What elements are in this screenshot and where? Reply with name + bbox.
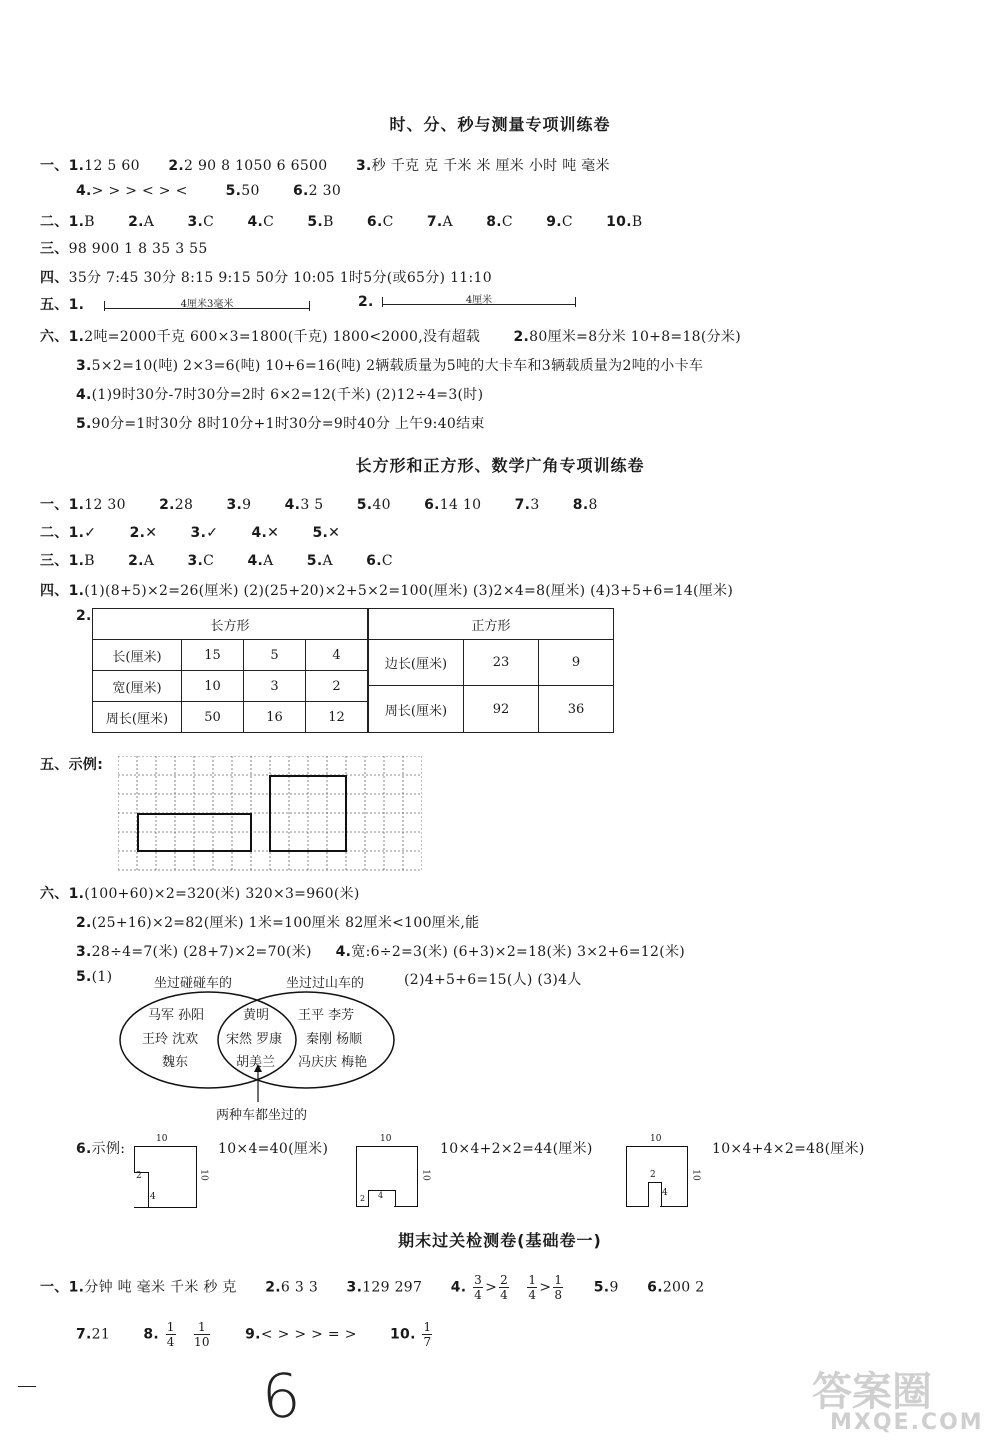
- table-cell: 4: [306, 640, 368, 671]
- answer-text: C: [561, 214, 573, 230]
- venn-left-row: 王玲 沈欢: [142, 1032, 199, 1047]
- answer-text: 200 2: [662, 1279, 705, 1296]
- question-number: 六、1.: [40, 329, 85, 345]
- answer-line: [76, 183, 341, 199]
- row-label: 宽(厘米): [93, 671, 182, 702]
- fraction: $\frac{1}{8}$: [554, 1273, 563, 1302]
- question-number: 2.: [128, 553, 144, 569]
- answer-line: [40, 238, 208, 258]
- question-number: 6.: [366, 553, 382, 569]
- answer-line: [76, 969, 112, 985]
- answer-line: [40, 326, 741, 346]
- question-number: 4.: [76, 183, 92, 199]
- answer-text: C: [382, 214, 394, 230]
- answer-text: C: [501, 214, 513, 230]
- answer-text: 28÷4=7(米) (28+7)×2=70(米): [91, 944, 312, 960]
- answer-text: B: [84, 214, 95, 230]
- table-cell: 9: [539, 640, 614, 686]
- table-cell: 2: [306, 671, 368, 702]
- answer-text: (1)(8+5)×2=26(厘米) (2)(25+20)×2+5×2=100(厘米) (3)2×4=8(厘米) (4)3+5+6=14(厘米): [84, 583, 734, 599]
- answer-line: [40, 580, 733, 600]
- dim-label-4: 4: [150, 1192, 156, 1202]
- table-cell: 16: [244, 702, 306, 733]
- dim-label-2: 2: [650, 1170, 656, 1180]
- question-number: 2.: [159, 497, 175, 513]
- question-number: 7.: [514, 497, 531, 513]
- answer-text: ✕: [145, 525, 158, 541]
- question-number: 2.: [265, 1279, 281, 1296]
- answer-text: (1): [91, 969, 113, 985]
- answer-text: C: [203, 553, 215, 569]
- venn-left-row: 魏东: [162, 1055, 189, 1070]
- line-segment-4cm: [382, 297, 576, 307]
- answer-line: [76, 384, 483, 404]
- question-number: 四、: [40, 270, 69, 286]
- watermark-text: 答案圈: [812, 1369, 932, 1415]
- row-label: 周长(厘米): [93, 702, 182, 733]
- answer-line: [76, 1320, 434, 1349]
- answer-text: 40: [372, 497, 391, 513]
- answer-text: 98 900 1 8 35 3 55: [68, 241, 208, 257]
- answer-text: ✓: [84, 525, 97, 541]
- question-number: 5.: [76, 969, 92, 985]
- answer-text: 12 5 60: [84, 158, 140, 174]
- answer-text: > > > < > <: [91, 183, 188, 199]
- venn-bottom-label: 两种车都坐过的: [216, 1108, 308, 1123]
- answer-text: 90分=1时30分 8时10分+1时30分=9时40分 上午9:40结束: [91, 416, 485, 432]
- answer-text: B: [84, 553, 95, 569]
- answer-text: 8: [588, 497, 598, 513]
- shape-example-1: [128, 1134, 208, 1214]
- answer-text: 50: [241, 183, 260, 199]
- question-number: 3.: [187, 553, 204, 569]
- answer-text: A: [143, 214, 155, 230]
- dim-label-10: 10: [420, 1169, 431, 1181]
- answer-line: [40, 522, 340, 542]
- question-number: 三、1.: [40, 553, 85, 569]
- question-number: 10.: [390, 1326, 416, 1343]
- answer-text: (1)9时30分-7时30分=2时 6×2=12(千米) (2)12÷4=3(时): [91, 387, 484, 403]
- answer-text: 3: [530, 497, 540, 513]
- question-number: 六、1.: [40, 886, 85, 902]
- answer-text: 秒 千克 克 千米 米 厘米 小时 吨 毫米: [371, 158, 610, 174]
- table-cell: 50: [182, 702, 244, 733]
- dim-label-2: 2: [360, 1194, 366, 1203]
- segment-label: 4厘米3毫米: [180, 299, 234, 310]
- venn-right-title: 坐过过山车的: [286, 976, 365, 991]
- question-number: 6.: [647, 1279, 663, 1296]
- section-title-final: 期末过关检测卷(基础卷一): [398, 1231, 602, 1250]
- fraction: $\frac{1}{4}$: [166, 1320, 175, 1349]
- fraction: $\frac{1}{4}$: [528, 1273, 537, 1302]
- question-number: 8.: [486, 214, 502, 230]
- answer-text: 14 10: [439, 497, 482, 513]
- answer-text: 示例:: [91, 1141, 126, 1157]
- question-number: 4.: [335, 944, 352, 960]
- watermark-url: MXQE.COM: [830, 1410, 984, 1435]
- answer-text: 12 30: [84, 497, 126, 513]
- dim-label-4: 4: [662, 1188, 668, 1198]
- rectangle-header: 长方形: [93, 609, 368, 640]
- answer-text: (25+16)×2=82(厘米) 1米=100厘米 82厘米<100厘米,能: [91, 915, 480, 931]
- line-segment-43mm: [104, 301, 310, 311]
- question-number: 9.: [245, 1326, 261, 1343]
- dim-label-10: 10: [380, 1134, 392, 1144]
- question-number: 4.: [284, 497, 301, 513]
- drawn-rectangle: [138, 814, 251, 851]
- dim-label-10: 10: [650, 1134, 662, 1144]
- question-number: 4.: [247, 553, 264, 569]
- answer-text: (2)4+5+6=15(人) (3)4人: [404, 972, 582, 988]
- answer-line: [76, 413, 485, 433]
- question-number: 五、1.: [40, 297, 85, 313]
- answer-text: A: [143, 553, 155, 569]
- answer-text: 9: [609, 1279, 619, 1296]
- handwritten-page-number: 6: [259, 1360, 303, 1434]
- answer-text: B: [631, 214, 643, 230]
- question-number: 3.: [226, 497, 243, 513]
- dim-label-4: 4: [378, 1191, 384, 1200]
- table-cell: 15: [182, 640, 244, 671]
- answer-text: C: [263, 214, 275, 230]
- margin-mark: [18, 1386, 36, 1387]
- question-number: 8.: [143, 1326, 160, 1343]
- venn-left-title: 坐过碰碰车的: [154, 976, 233, 991]
- question-number: 2.: [128, 214, 144, 230]
- question-number: 3.: [355, 158, 372, 174]
- answer-line: [40, 883, 360, 903]
- question-number: 5.: [356, 497, 373, 513]
- square-table: [368, 608, 614, 733]
- question-number: 3.: [190, 525, 207, 541]
- answer-text: 129 297: [362, 1279, 423, 1296]
- answer-text: C: [381, 553, 393, 569]
- answer-text: < > > > = >: [260, 1326, 357, 1343]
- answer-text: 5×2=10(吨) 2×3=6(吨) 10+6=16(吨) 2辆载质量为5吨的大卡车和3辆载质量为2吨的小卡车: [91, 358, 704, 374]
- row-label: 长(厘米): [93, 640, 182, 671]
- question-number: 2.: [513, 329, 530, 345]
- venn-right-row: 王平 李芳: [298, 1008, 355, 1023]
- question-number: 5.: [307, 214, 324, 230]
- question-number: 2.: [358, 294, 374, 310]
- question-number: 3.: [76, 944, 92, 960]
- answer-text: 80厘米=8分米 10+8=18(分米): [529, 329, 741, 345]
- formula-3: 10×4+4×2=48(厘米): [712, 1141, 865, 1157]
- table-cell: 36: [539, 686, 614, 733]
- answer-line: [40, 267, 492, 287]
- answer-line: [40, 494, 598, 514]
- answer-text: 分钟 吨 毫米 千米 秒 克: [84, 1279, 237, 1296]
- table-cell: 92: [464, 686, 539, 733]
- question-number: 四、1.: [40, 583, 85, 599]
- question-number: 5.: [306, 553, 323, 569]
- venn-right-row: 冯庆庆 梅艳: [298, 1055, 368, 1070]
- dim-label-2: 2: [136, 1171, 142, 1181]
- question-number: 3.: [187, 214, 204, 230]
- question-number: 2.: [76, 608, 92, 624]
- answer-line: [40, 211, 642, 231]
- answer-text: 6 3 3: [280, 1279, 319, 1296]
- row-label: 边长(厘米): [369, 640, 464, 686]
- section-title-rectangle: 长方形和正方形、数学广角专项训练卷: [355, 456, 645, 475]
- question-number: 一、1.: [40, 158, 85, 174]
- question-number: 一、1.: [40, 1279, 85, 1296]
- answer-text: 9: [242, 497, 252, 513]
- fraction: $\frac{2}{4}$: [500, 1273, 509, 1302]
- answer-text: ✕: [267, 525, 280, 541]
- venn-mid-row: 宋然 罗康: [226, 1032, 283, 1047]
- answer-text: 21: [91, 1326, 111, 1343]
- question-number: 4.: [450, 1279, 467, 1296]
- table-cell: 23: [464, 640, 539, 686]
- question-number: 3.: [346, 1279, 363, 1296]
- answer-text: 宽:6÷2=3(米) (6+3)×2=18(米) 3×2+6=12(米): [351, 944, 686, 960]
- question-number: 10.: [606, 214, 632, 230]
- answer-line: [76, 912, 479, 932]
- answer-text: C: [203, 214, 215, 230]
- question-number: 5.: [312, 525, 329, 541]
- question-number: 6.: [76, 1141, 92, 1157]
- answer-text: (100+60)×2=320(米) 320×3=960(米): [84, 886, 360, 902]
- question-number: 7.: [426, 214, 443, 230]
- answer-text: 3 5: [300, 497, 324, 513]
- answer-line: [40, 155, 610, 175]
- question-number: 5.: [76, 416, 92, 432]
- answer-text: ✕: [328, 525, 341, 541]
- answer-text: A: [442, 214, 453, 230]
- answer-text: A: [263, 553, 274, 569]
- question-number: 一、1.: [40, 497, 85, 513]
- formula-1: 10×4=40(厘米): [218, 1141, 329, 1157]
- venn-mid-row: 胡美兰: [236, 1055, 276, 1070]
- answer-text: 2吨=2000千克 600×3=1800(千克) 1800<2000,没有超载: [84, 329, 481, 345]
- table-cell: 3: [244, 671, 306, 702]
- rectangle-table: [92, 608, 368, 733]
- answer-text: 2 90 8 1050 6 6500: [184, 158, 328, 174]
- dim-label-10: 10: [198, 1169, 209, 1181]
- table-cell: 12: [306, 702, 368, 733]
- venn-right-row: 秦刚 杨顺: [306, 1032, 363, 1047]
- answer-text: 35分 7:45 30分 8:15 9:15 50分 10:05 1时5分(或65分) 11:10: [68, 270, 492, 286]
- question-number: 9.: [546, 214, 562, 230]
- answer-line: [40, 294, 84, 314]
- answer-text: ✓: [206, 525, 219, 541]
- question-number: 4.: [251, 525, 268, 541]
- watermark-logo: [794, 1360, 984, 1440]
- question-number: 4.: [76, 387, 92, 403]
- question-number: 3.: [76, 358, 92, 374]
- answer-text: 28: [174, 497, 194, 513]
- section-title-time: 时、分、秒与测量专项训练卷: [389, 115, 611, 134]
- question-number: 4.: [247, 214, 264, 230]
- dim-label-10: 10: [156, 1134, 168, 1144]
- answer-text: B: [323, 214, 334, 230]
- question-number: 6.: [366, 214, 383, 230]
- venn-left-row: 马军 孙阳: [148, 1008, 205, 1023]
- answer-text: A: [322, 553, 333, 569]
- fraction: $\frac{1}{7}$: [423, 1320, 432, 1349]
- answer-line: [40, 754, 103, 774]
- question-number: 6.: [424, 497, 440, 513]
- table-cell: 10: [182, 671, 244, 702]
- question-number: 2.: [76, 915, 92, 931]
- answer-line: [76, 941, 685, 961]
- question-number: 五、示例:: [40, 757, 104, 773]
- venn-mid-row: 黄明: [243, 1008, 270, 1023]
- grid-drawing: [118, 756, 422, 872]
- question-number: 二、1.: [40, 214, 85, 230]
- question-number: 6.: [292, 183, 309, 199]
- question-number: 8.: [572, 497, 589, 513]
- shape-example-3: [622, 1134, 702, 1214]
- formula-2: 10×4+2×2=44(厘米): [440, 1141, 593, 1157]
- answer-line: [76, 1138, 125, 1158]
- question-number: 2.: [129, 525, 146, 541]
- shape-example-2: [352, 1134, 432, 1214]
- answer-line: 一、1.分钟 吨 毫米 千米 秒 克 2.6 3 3 3.129 297 4. $\frac{3}{4}$ > $\frac{2}{4}$ $\frac{1}{4}$ > $\frac{1}{8}$ 5.9 6.200 2: [40, 1273, 705, 1302]
- answer-line: [40, 550, 393, 570]
- answer-text: 2 30: [308, 183, 342, 199]
- square-header: 正方形: [369, 609, 614, 640]
- question-number: 2.: [168, 158, 184, 174]
- fraction: $\frac{1}{10}$: [194, 1320, 210, 1349]
- row-label: 周长(厘米): [369, 686, 464, 733]
- segment-label: 4厘米: [465, 295, 493, 306]
- question-number: 5.: [225, 183, 242, 199]
- dim-label-10: 10: [690, 1169, 701, 1181]
- fraction: $\frac{3}{4}$: [474, 1273, 483, 1302]
- question-number: 5.: [593, 1279, 610, 1296]
- table-cell: 5: [244, 640, 306, 671]
- question-number: 7.: [76, 1326, 92, 1343]
- question-number: 三、: [40, 241, 69, 257]
- answer-line: [76, 355, 703, 375]
- question-number: 二、1.: [40, 525, 85, 541]
